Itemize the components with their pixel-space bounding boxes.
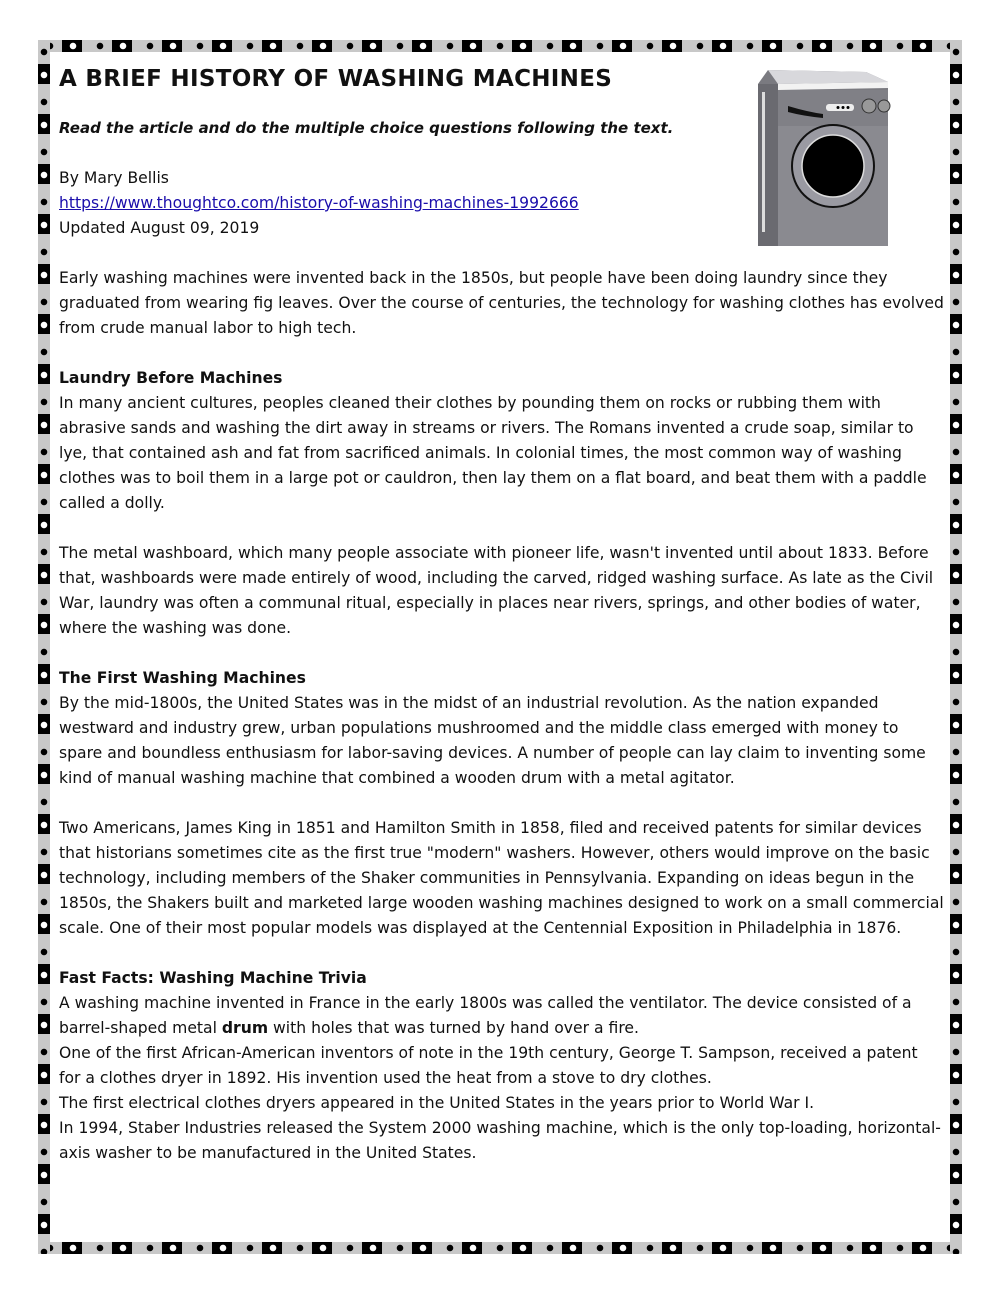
article-meta xyxy=(59,166,944,241)
fact-item: The first electrical clothes dryers appeared in the United States in the years prior to World War I. xyxy=(59,1094,815,1112)
source-link[interactable]: https://www.thoughtco.com/history-of-washing-machines-1992666 xyxy=(59,194,579,212)
fact-text: A washing machine invented in France in the early 1800s was called the ventilator. The device consisted of a barrel-shaped metal xyxy=(59,994,912,1037)
article xyxy=(59,62,944,1166)
paragraph: The metal washboard, which many people associate with pioneer life, wasn't invented until about 1833. Before that, washboards were made entirely of wood, including the carved, ridged washing surface. As late as the Civil War, laundry was often a communal ritual, especially in places near rivers, springs, and other bodies of water, where the washing was done. xyxy=(59,544,934,637)
page-border-top xyxy=(38,40,962,52)
fact-item xyxy=(59,991,944,1041)
updated-date: Updated August 09, 2019 xyxy=(59,219,260,237)
section-heading: The First Washing Machines xyxy=(59,669,306,687)
paragraph: In many ancient cultures, peoples cleaned their clothes by pounding them on rocks or rubbing them with abrasive sands and washing the dirt away in streams or rivers. The Romans invented a crude soap, similar to lye, that contained ash and fat from sacrificed animals. In colonial times, the most common way of washing clothes was to boil them in a large pot or cauldron, then lay them on a flat board, and beat them with a paddle called a dolly. xyxy=(59,394,927,512)
section-heading: Laundry Before Machines xyxy=(59,369,283,387)
page-border-right xyxy=(950,40,962,1254)
paragraph: By the mid-1800s, the United States was in the midst of an industrial revolution. As the nation expanded westward and industry grew, urban populations mushroomed and the middle class emerged with money to spare and boundless enthusiasm for labor-saving devices. A number of people can lay claim to inventing some kind of manual washing machine that combined a wooden drum with a metal agitator. xyxy=(59,694,926,787)
section-heading: Fast Facts: Washing Machine Trivia xyxy=(59,969,367,987)
intro-paragraph: Early washing machines were invented back in the 1850s, but people have been doing laundry since they graduated from wearing fig leaves. Over the course of centuries, the technology for washing clothes has evolved from crude manual labor to high tech. xyxy=(59,269,944,337)
fact-item: In 1994, Staber Industries released the System 2000 washing machine, which is the only top-loading, horizontal-axis washer to be manufactured in the United States. xyxy=(59,1119,941,1162)
author: By Mary Bellis xyxy=(59,169,169,187)
fact-bold-term: drum xyxy=(221,1019,269,1037)
page-title: A BRIEF HISTORY OF WASHING MACHINES xyxy=(59,66,613,92)
paragraph: Two Americans, James King in 1851 and Hamilton Smith in 1858, filed and received patents for similar devices that historians sometimes cite as the first true "modern" washers. However, others would improve on the basic technology, including members of the Shaker communities in Pennsylvania. Expanding on ideas begun in the 1850s, the Shakers built and marketed large wooden washing machines designed to work on a small commercial scale. One of their most popular models was displayed at the Centennial Exposition in Philadelphia in 1876. xyxy=(59,819,944,937)
instructions: Read the article and do the multiple choice questions following the text. xyxy=(59,119,674,137)
page-border-left xyxy=(38,40,50,1254)
fast-facts xyxy=(59,991,944,1166)
fact-text: with holes that was turned by hand over a fire. xyxy=(268,1019,639,1037)
page-border-bottom xyxy=(38,1242,962,1254)
fact-item: One of the first African-American inventors of note in the 19th century, George T. Sampson, received a patent for a clothes dryer in 1892. His invention used the heat from a stove to dry clothes. xyxy=(59,1044,918,1087)
